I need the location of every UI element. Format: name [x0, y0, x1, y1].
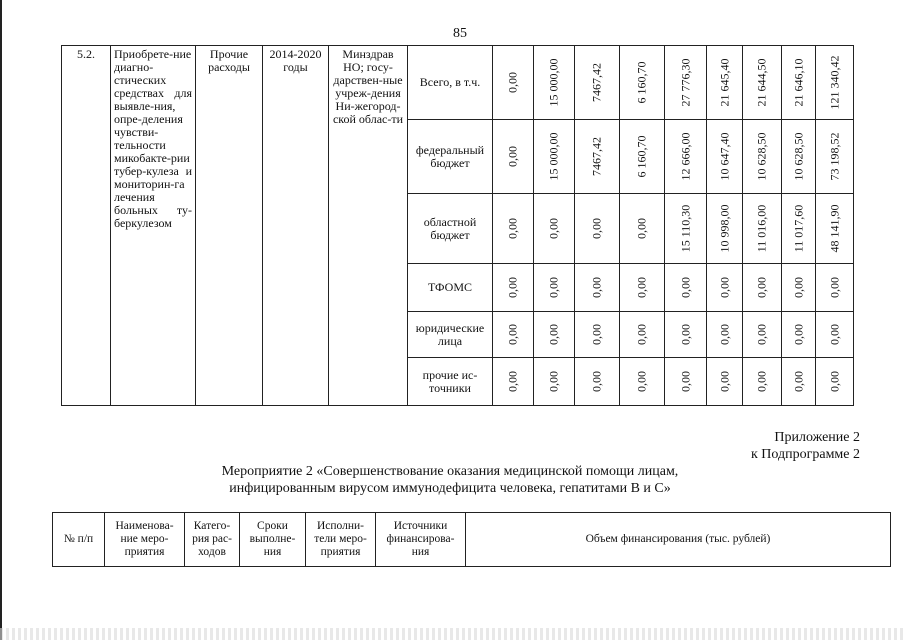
- value-cell: 0,00: [782, 312, 816, 358]
- value-cell: 0,00: [743, 312, 782, 358]
- executors: Минздрав НО; госу-дарствен-ные учреж-дения Ни-жегород-ской облас-ти: [329, 46, 408, 406]
- value-cell: 0,00: [493, 358, 534, 406]
- value-cell: 6 160,70: [620, 120, 665, 194]
- financing-table: [61, 45, 854, 406]
- value-cell: 0,00: [782, 358, 816, 406]
- page-number: 85: [453, 26, 467, 41]
- value-cell: 10 628,50: [782, 120, 816, 194]
- funding-source: ТФОМС: [408, 264, 493, 312]
- value-cell: 121 340,42: [816, 46, 854, 120]
- value-cell: 0,00: [816, 358, 854, 406]
- header-period: Сроки выполне-ния: [240, 513, 306, 567]
- table-row: [62, 46, 854, 120]
- row-number: 5.2.: [62, 46, 111, 406]
- value-cell: 0,00: [620, 194, 665, 264]
- value-cell: 0,00: [707, 312, 743, 358]
- value-cell: 73 198,52: [816, 120, 854, 194]
- value-cell: 0,00: [575, 312, 620, 358]
- value-cell: 12 666,00: [665, 120, 707, 194]
- heading-line-2: инфицированным вирусом иммунодефицита человека, гепатитами В и С»: [229, 481, 671, 496]
- funding-source: Всего, в т.ч.: [408, 46, 493, 120]
- header-number: № п/п: [53, 513, 105, 567]
- value-cell: 0,00: [493, 264, 534, 312]
- value-cell: 21 645,40: [707, 46, 743, 120]
- value-cell: 0,00: [707, 358, 743, 406]
- value-cell: 21 646,10: [782, 46, 816, 120]
- value-cell: 0,00: [575, 194, 620, 264]
- table-header-row: [53, 513, 891, 567]
- value-cell: 0,00: [665, 312, 707, 358]
- scan-edge-line: [0, 0, 2, 640]
- section-heading: [170, 463, 730, 497]
- value-cell: 0,00: [534, 312, 575, 358]
- value-cell: 15 110,30: [665, 194, 707, 264]
- activity-name: Приобрете-ние диагно-стических средствах для выявле-ния, опре-деления чувстви-тельности микобакте-рии тубер-кулеза и мониторин-га лечения больных ту-беркулезом: [111, 46, 196, 406]
- value-cell: 0,00: [493, 312, 534, 358]
- value-cell: 10 647,40: [707, 120, 743, 194]
- value-cell: 48 141,90: [816, 194, 854, 264]
- header-table: [52, 512, 891, 567]
- value-cell: 0,00: [665, 358, 707, 406]
- funding-source: прочие ис-точники: [408, 358, 493, 406]
- value-cell: 0,00: [816, 264, 854, 312]
- value-cell: 7467,42: [575, 120, 620, 194]
- value-cell: 15 000,00: [534, 46, 575, 120]
- expense-category: Прочие расходы: [196, 46, 263, 406]
- appendix-line-2: к Подпрограмме 2: [750, 447, 860, 462]
- header-executors: Исполни-тели меро-приятия: [306, 513, 376, 567]
- value-cell: 0,00: [743, 358, 782, 406]
- header-name: Наименова-ние меро-приятия: [105, 513, 185, 567]
- value-cell: 7467,42: [575, 46, 620, 120]
- value-cell: 0,00: [707, 264, 743, 312]
- value-cell: 0,00: [493, 194, 534, 264]
- value-cell: 0,00: [782, 264, 816, 312]
- header-sources: Источники финансирова-ния: [376, 513, 466, 567]
- value-cell: 0,00: [534, 194, 575, 264]
- scan-noise-strip: [0, 628, 905, 640]
- value-cell: 0,00: [493, 46, 534, 120]
- appendix-note: [680, 429, 860, 463]
- value-cell: 15 000,00: [534, 120, 575, 194]
- value-cell: 0,00: [575, 358, 620, 406]
- value-cell: 11 017,60: [782, 194, 816, 264]
- heading-line-1: Мероприятие 2 «Совершенствование оказания медицинской помощи лицам,: [221, 464, 679, 479]
- header-volume: Объем финансирования (тыс. рублей): [466, 513, 891, 567]
- value-cell: 0,00: [620, 264, 665, 312]
- value-cell: 0,00: [620, 312, 665, 358]
- value-cell: 6 160,70: [620, 46, 665, 120]
- execution-period: 2014-2020 годы: [263, 46, 329, 406]
- appendix-line-1: Приложение 2: [774, 430, 860, 445]
- value-cell: 10 998,00: [707, 194, 743, 264]
- value-cell: 27 776,30: [665, 46, 707, 120]
- value-cell: 0,00: [816, 312, 854, 358]
- value-cell: 10 628,50: [743, 120, 782, 194]
- value-cell: 0,00: [743, 264, 782, 312]
- value-cell: 11 016,00: [743, 194, 782, 264]
- value-cell: 0,00: [665, 264, 707, 312]
- value-cell: 0,00: [534, 358, 575, 406]
- value-cell: 21 644,50: [743, 46, 782, 120]
- value-cell: 0,00: [534, 264, 575, 312]
- value-cell: 0,00: [493, 120, 534, 194]
- value-cell: 0,00: [575, 264, 620, 312]
- funding-source: федеральный бюджет: [408, 120, 493, 194]
- value-cell: 0,00: [620, 358, 665, 406]
- funding-source: юридические лица: [408, 312, 493, 358]
- funding-source: областной бюджет: [408, 194, 493, 264]
- header-category: Катего-рия рас-ходов: [185, 513, 240, 567]
